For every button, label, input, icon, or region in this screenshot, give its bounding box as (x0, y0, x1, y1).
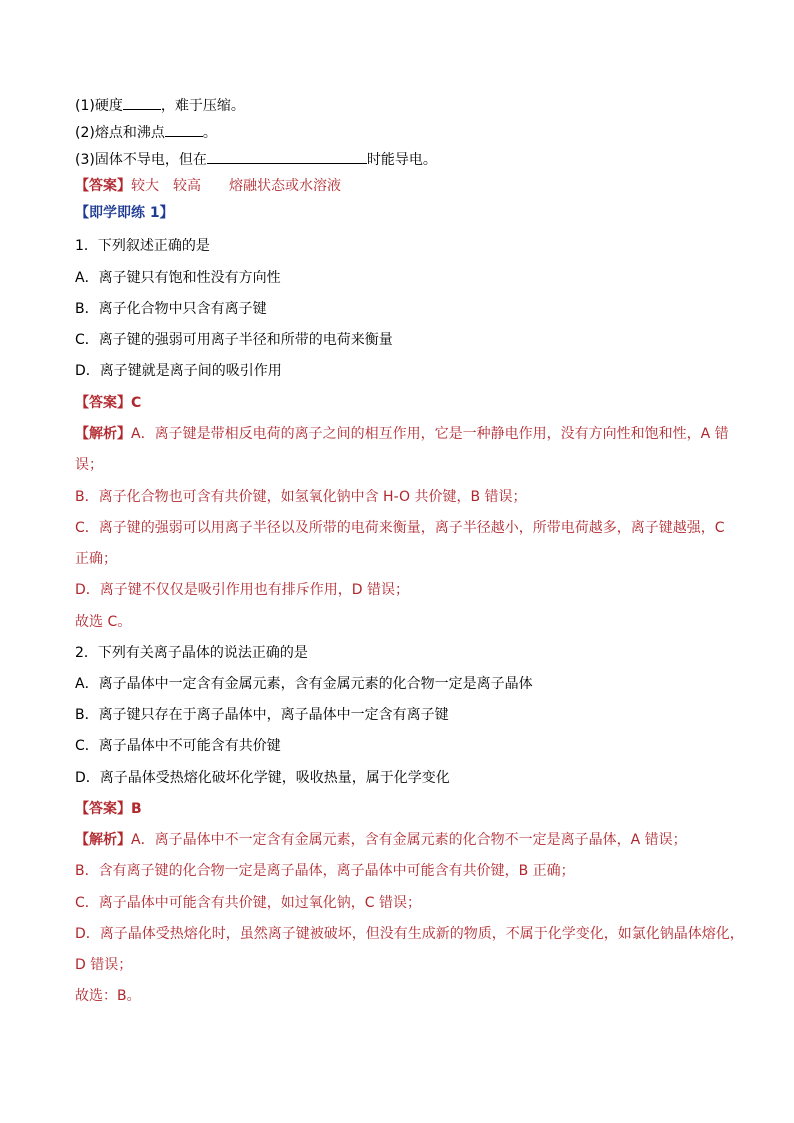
fill-blank (123, 95, 161, 110)
q1-stem: 1．下列叙述正确的是 (75, 238, 210, 254)
q2-answer (75, 799, 724, 819)
q1-analysis-line: D．离子键不仅仅是吸引作用也有排斥作用，D 错误； (75, 582, 410, 598)
q2-analysis-line: D．离子晶体受热熔化时，虽然离子键被破坏，但没有生成新的物质，不属于化学变化，如氯化钠晶体熔化， (75, 926, 744, 942)
practice-heading: 【即学即练 1】 (75, 205, 174, 221)
intro-q3 (75, 149, 724, 170)
q2-analysis-line: C．离子晶体中可能含有共价键，如过氧化钠，C 错误； (75, 895, 421, 911)
q1-option-a: A．离子键只有饱和性没有方向性 (75, 270, 281, 286)
q2-answer-value: B (131, 801, 142, 817)
intro-answer-2: 较高 (173, 178, 201, 194)
intro-q1-suffix: ，难于压缩。 (160, 98, 245, 114)
intro-q2 (75, 122, 724, 143)
answer-tag: 【答案】 (75, 395, 131, 411)
q2-option-b: B．离子键只存在于离子晶体中，离子晶体中一定含有离子键 (75, 707, 449, 723)
q2-option-a: A．离子晶体中一定含有金属元素，含有金属元素的化合物一定是离子晶体 (75, 676, 533, 692)
q1-answer-value: C (131, 395, 142, 411)
q1-option-c: C．离子键的强弱可用离子半径和所带的电荷来衡量 (75, 332, 393, 348)
q2-stem: 2．下列有关离子晶体的说法正确的是 (75, 645, 308, 661)
intro-q2-prefix: (2)熔点和沸点 (75, 125, 165, 141)
q1-analysis-text: A．离子键是带相反电荷的离子之间的相互作用，它是一种静电作用，没有方向性和饱和性，A 错 (131, 426, 729, 442)
q2-option-c: C．离子晶体中不可能含有共价键 (75, 738, 281, 754)
intro-q2-suffix: 。 (202, 125, 217, 141)
answer-tag: 【答案】 (75, 178, 131, 194)
q1-analysis-line: C．离子键的强弱可以用离子半径以及所带的电荷来衡量，离子半径越小，所带电荷越多，离子键越强，C (75, 520, 725, 536)
analysis-tag: 【解析】 (75, 426, 131, 442)
q1-conclusion: 故选 C。 (75, 614, 132, 630)
q2-conclusion: 故选：B。 (75, 988, 141, 1004)
fill-blank (207, 149, 367, 164)
q2-analysis-line: D 错误； (75, 957, 133, 973)
q1-option-d: D．离子键就是离子间的吸引作用 (75, 363, 282, 379)
q2-analysis-line (75, 830, 724, 850)
intro-answer (75, 176, 724, 196)
q1-analysis-line: 误； (75, 457, 103, 473)
intro-answer-3: 熔融状态或水溶液 (229, 178, 341, 194)
q1-analysis-line: B．离子化合物也可含有共价键，如氢氧化钠中含 H-O 共价键，B 错误； (75, 489, 527, 505)
q2-option-d: D．离子晶体受热熔化破坏化学键，吸收热量，属于化学变化 (75, 770, 450, 786)
q2-analysis-line: B．含有离子键的化合物一定是离子晶体，离子晶体中可能含有共价键，B 正确； (75, 863, 575, 879)
q1-answer (75, 393, 724, 413)
intro-q1 (75, 95, 724, 116)
q1-analysis-line: 正确； (75, 551, 117, 567)
fill-blank (165, 122, 203, 137)
intro-q3-prefix: (3)固体不导电，但在 (75, 152, 207, 168)
q1-option-b: B．离子化合物中只含有离子键 (75, 301, 267, 317)
intro-q1-prefix: (1)硬度 (75, 98, 123, 114)
answer-tag: 【答案】 (75, 801, 131, 817)
analysis-tag: 【解析】 (75, 832, 131, 848)
q2-analysis-text: A．离子晶体中不一定含有金属元素，含有金属元素的化合物不一定是离子晶体，A 错误； (131, 832, 687, 848)
intro-answer-1: 较大 (131, 178, 159, 194)
q1-analysis-line (75, 424, 729, 444)
intro-q3-suffix: 时能导电。 (366, 152, 437, 168)
